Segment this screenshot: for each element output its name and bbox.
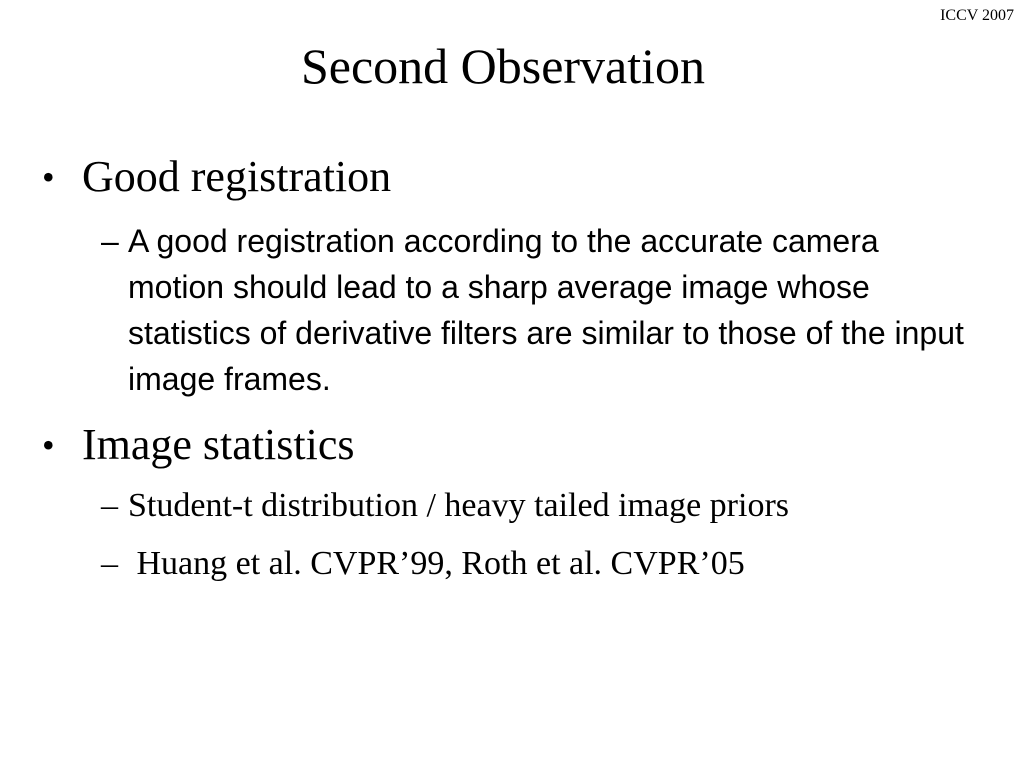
subitem-text: Student-t distribution / heavy tailed image priors (128, 487, 789, 524)
subitem-marker: – (101, 223, 119, 259)
bullet-marker: • (42, 157, 55, 197)
bullet-text: Good registration (82, 152, 392, 201)
subitem-text: A good registration according to the accurate camera motion should lead to a sharp average image whose statistics of derivative filters are similar to those of the input image frames. (128, 223, 964, 397)
subitem-marker: – (101, 487, 118, 524)
subitem-text: Huang et al. CVPR’99, Roth et al. CVPR’05 (128, 545, 745, 582)
subitem-marker: – (101, 545, 118, 582)
bullet-marker: • (42, 425, 55, 465)
bullet-text: Image statistics (82, 420, 355, 469)
conference-label: ICCV 2007 (940, 7, 1014, 24)
slide-title: Second Observation (300, 38, 706, 94)
